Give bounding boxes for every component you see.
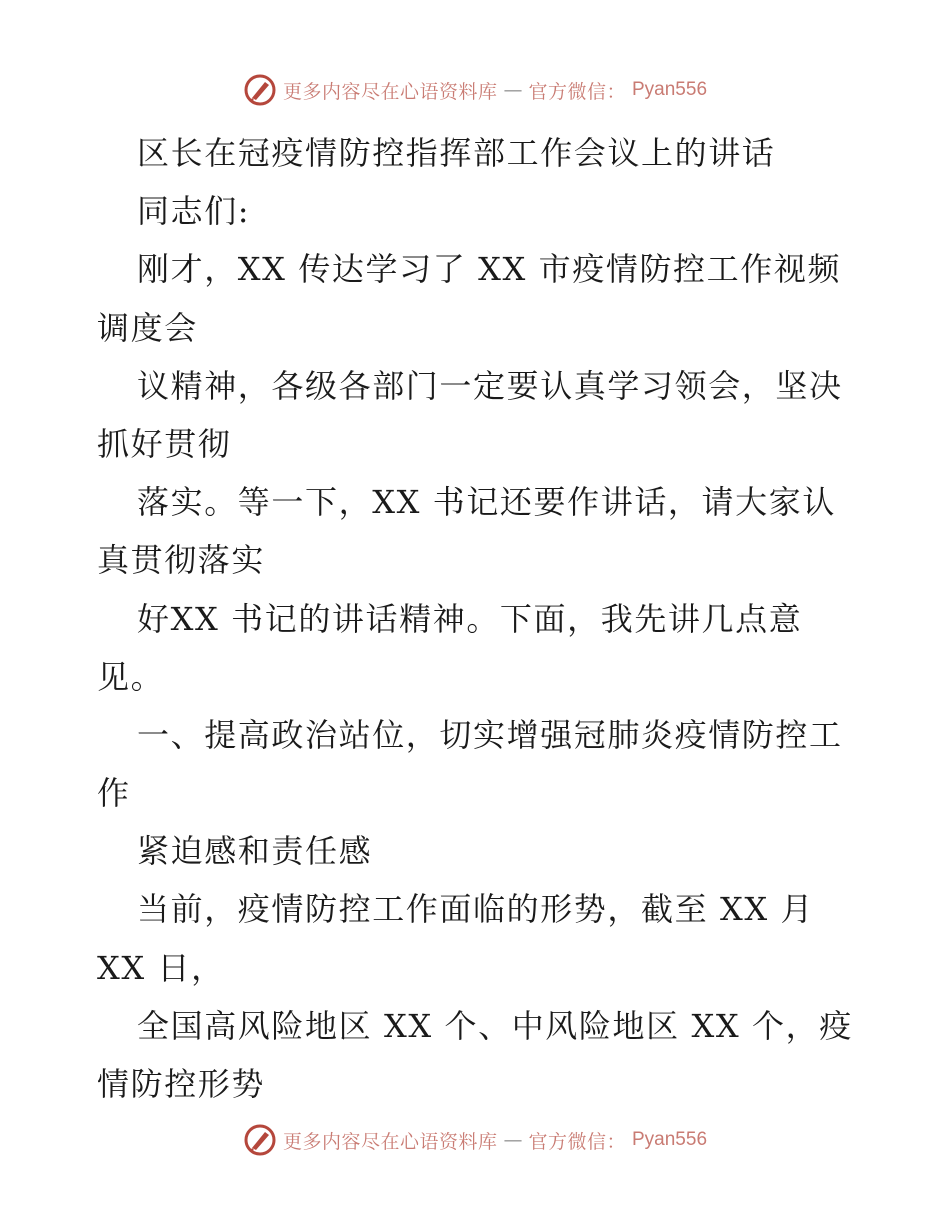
text-line: 作 (97, 774, 131, 813)
watermark-text: 更多内容尽在心语资料库 (282, 80, 498, 103)
watermark-separator: — (503, 1129, 523, 1151)
watermark-separator: — (503, 79, 523, 101)
watermark-handle: Pyan556 (632, 1129, 708, 1150)
text-line: 落实。等一下，XX 书记还要作讲话，请大家认 (137, 483, 836, 522)
text-line: 一、提高政治站位，切实增强冠肺炎疫情防控工 (137, 715, 843, 754)
text-line: 好XX 书记的讲话精神。下面，我先讲几点意 (137, 599, 803, 638)
text-line: 同志们: (137, 192, 251, 231)
watermark-contact: 官方微信： (528, 80, 626, 103)
text-line: 情防控形势 (97, 1065, 266, 1103)
text-line: 抓好贯彻 (97, 424, 232, 463)
header-watermark (0, 70, 950, 110)
footer-watermark (0, 1120, 950, 1160)
watermark-text: 更多内容尽在心语资料库 (282, 1130, 498, 1153)
text-line: 调度会 (97, 308, 198, 347)
text-line: 区长在冠疫情防控指挥部工作会议上的讲话 (137, 134, 776, 172)
text-line: 紧迫感和责任感 (137, 832, 373, 871)
text-line: 当前，疫情防控工作面临的形势，截至 XX 月 (137, 890, 815, 929)
text-line: 刚才，XX 传达学习了 XX 市疫情防控工作视频 (137, 250, 842, 289)
text-line: XX 日， (97, 948, 225, 987)
text-line: 议精神，各级各部门一定要认真学习领会，坚决 (137, 366, 843, 405)
pen-logo-icon (243, 1123, 277, 1157)
text-line: 真贯彻落实 (97, 541, 266, 580)
text-line: 见。 (97, 657, 165, 696)
document-body (97, 124, 857, 1113)
watermark-contact: 官方微信： (528, 1130, 626, 1153)
pen-logo-icon (243, 73, 277, 107)
watermark-handle: Pyan556 (632, 79, 708, 100)
text-line: 全国高风险地区 XX 个、中风险地区 XX 个，疫 (137, 1006, 853, 1045)
